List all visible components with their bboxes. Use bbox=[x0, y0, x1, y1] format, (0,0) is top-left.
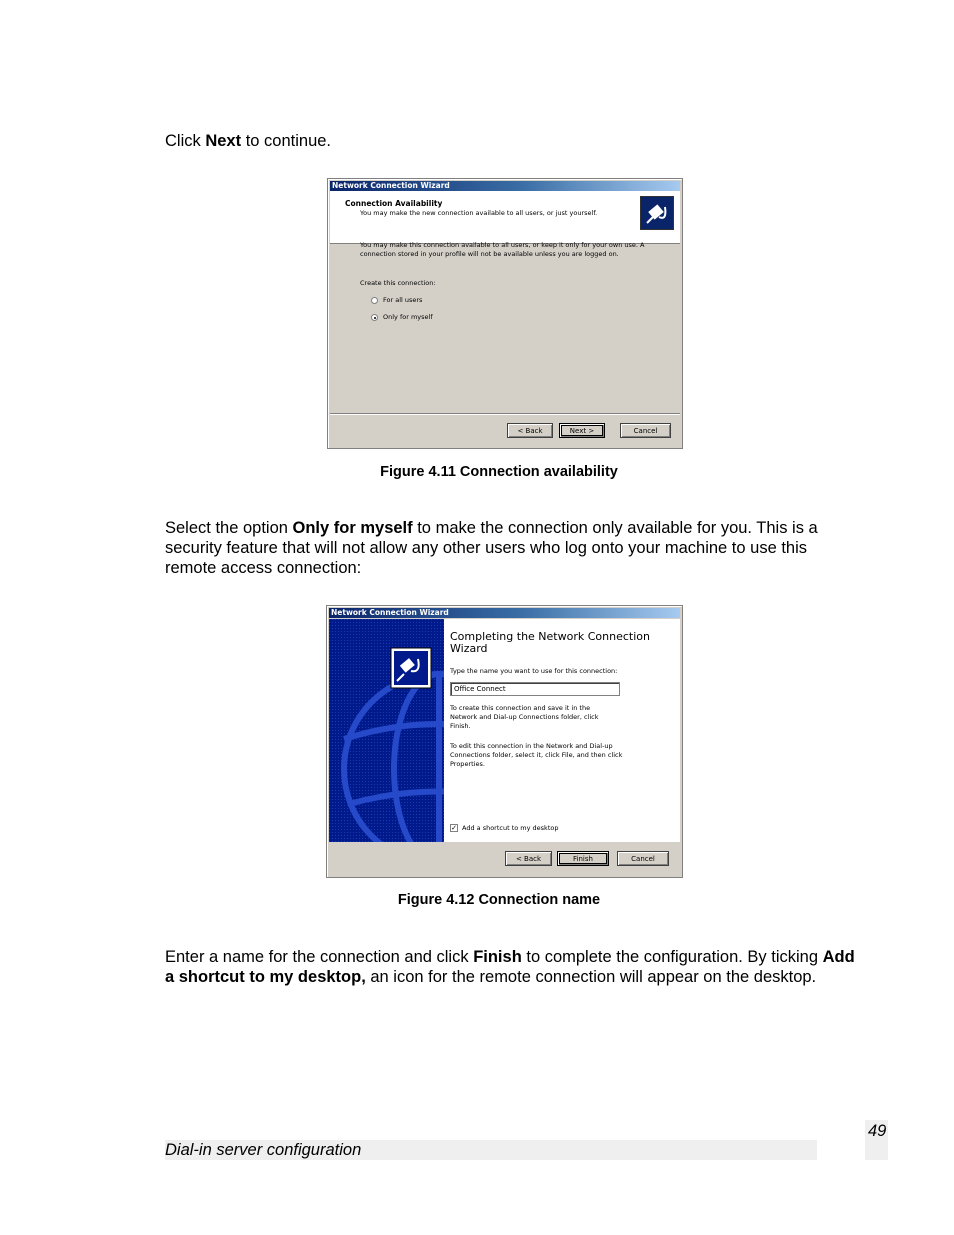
next-button[interactable]: Next > bbox=[559, 423, 605, 438]
globe-graphic bbox=[329, 619, 444, 842]
para2-text-end: to make the connection only available for you. This is a security feature that will not allow any other users who log onto your machine to use this remote access connection: bbox=[165, 519, 818, 577]
cancel-button[interactable]: Cancel bbox=[617, 851, 669, 866]
figure-caption: Figure 4.12 Connection name bbox=[397, 892, 601, 908]
dialog-titlebar: Network Connection Wizard bbox=[330, 181, 680, 191]
back-button[interactable]: < Back bbox=[505, 851, 552, 866]
figure-caption: Figure 4.11 Connection availability bbox=[380, 464, 618, 480]
radio-only-for-myself[interactable] bbox=[371, 314, 378, 321]
option-label: For all users bbox=[383, 296, 423, 304]
shortcut-checkbox[interactable]: ✓ bbox=[451, 824, 457, 832]
header-subtitle: You may make the new connection available to all users, or just yourself. bbox=[360, 209, 598, 217]
para2-bold: Only for myself bbox=[292, 519, 413, 537]
para3-bold-shortcut: Add a shortcut to my desktop, bbox=[165, 948, 855, 986]
wizard-title: Completing the Network Connection Wizard bbox=[450, 630, 650, 655]
paragraph-3 bbox=[165, 947, 855, 987]
completing-wizard-dialog bbox=[326, 605, 683, 878]
option-label: Only for myself bbox=[383, 313, 433, 321]
para3-text: Enter a name for the connection and click bbox=[165, 948, 474, 966]
intro-paragraph bbox=[165, 131, 855, 151]
para3-bold-finish: Finish bbox=[473, 948, 522, 966]
page-number: 49 bbox=[868, 1122, 887, 1140]
connection-availability-dialog bbox=[327, 178, 683, 449]
para3-text-end: an icon for the remote connection will appear on the desktop. bbox=[365, 968, 817, 986]
shortcut-label: Add a shortcut to my desktop bbox=[462, 824, 559, 832]
paragraph-2 bbox=[165, 518, 855, 578]
dialog-titlebar: Network Connection Wizard bbox=[329, 608, 680, 618]
intro-text: Click bbox=[165, 132, 206, 150]
edit-instructions: To edit this connection in the Network and Dial-up Connections folder, select it, click File, and then click Properties. bbox=[450, 742, 623, 768]
connection-name-input[interactable]: Office Connect bbox=[450, 682, 620, 696]
back-button[interactable]: < Back bbox=[507, 423, 553, 438]
finish-button[interactable]: Finish bbox=[557, 851, 609, 866]
radio-for-all-users[interactable] bbox=[371, 297, 378, 304]
create-label: Create this connection: bbox=[360, 279, 436, 287]
wizard-panel bbox=[444, 619, 680, 842]
network-plug-icon bbox=[640, 196, 674, 230]
cancel-button[interactable]: Cancel bbox=[620, 423, 671, 438]
para2-text: Select the option bbox=[165, 519, 293, 537]
para3-text: to complete the configuration. By ticking bbox=[521, 948, 823, 966]
dialog-header bbox=[330, 191, 680, 244]
name-prompt: Type the name you want to use for this connection: bbox=[450, 667, 618, 675]
wizard-side-banner bbox=[329, 619, 444, 842]
body-text: You may make this connection available to all users, or keep it only for your own use. A connection stored in your profile will not be available unless you are logged on. bbox=[360, 241, 645, 258]
intro-bold: Next bbox=[205, 132, 242, 150]
intro-text-end: to continue. bbox=[241, 132, 332, 150]
create-instructions: To create this connection and save it in the Network and Dial-up Connections folder, click Finish. bbox=[450, 704, 599, 730]
footer-section-title: Dial-in server configuration bbox=[165, 1141, 362, 1159]
divider bbox=[330, 413, 680, 415]
header-title: Connection Availability bbox=[345, 199, 443, 208]
